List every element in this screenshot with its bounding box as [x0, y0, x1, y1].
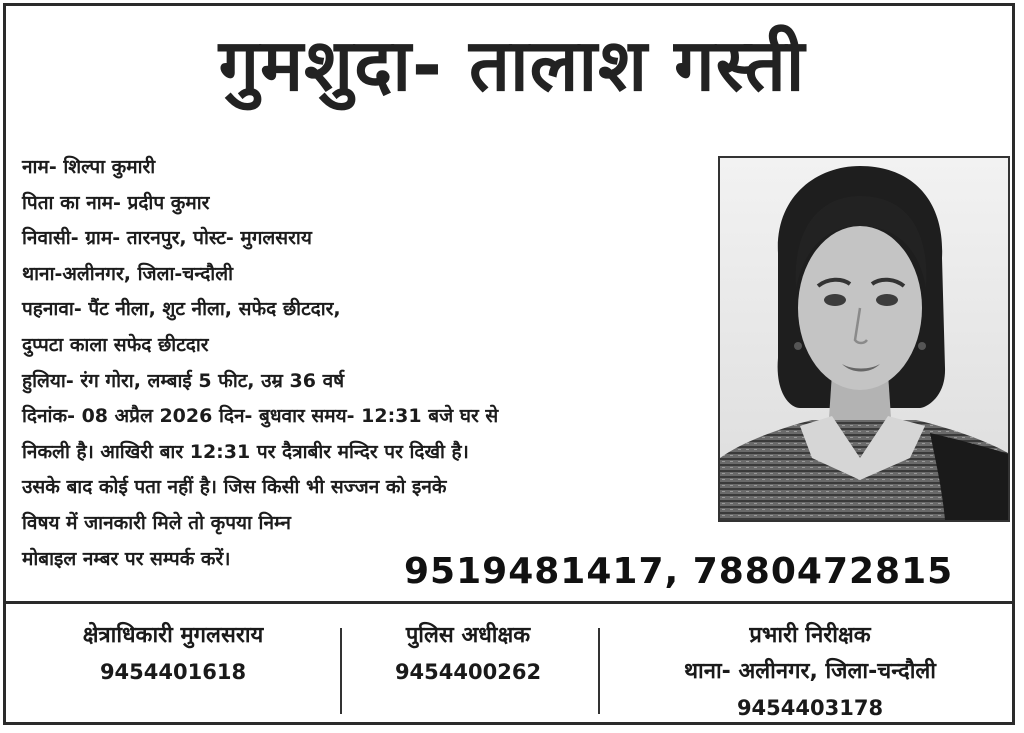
- footer-sp-title: पुलिस अधीक्षक: [405, 623, 531, 648]
- detail-contact-prompt: मोबाइल नम्बर पर सम्पर्क करें।: [22, 547, 231, 570]
- footer-separator-2: [598, 628, 600, 714]
- footer-separator-1: [340, 628, 342, 714]
- portrait-image: [720, 158, 1008, 520]
- footer-co-title: क्षेत्राधिकारी मुगलसराय: [82, 623, 264, 648]
- footer-divider: [3, 601, 1015, 604]
- footer-sho-station: थाना- अलीनगर, जिला-चन्दौली: [683, 659, 937, 684]
- footer-contact-co: [28, 618, 318, 690]
- footer-contact-sp: [352, 618, 584, 690]
- detail-clothing-dupatta: दुप्पटा काला सफेद छीटदार: [22, 333, 209, 356]
- footer-co-number: 9454401618: [99, 660, 247, 684]
- footer-sho-number: 9454403178: [736, 696, 884, 720]
- detail-name: नाम- शिल्पा कुमारी: [22, 156, 156, 178]
- footer-sp-number: 9454400262: [394, 660, 542, 684]
- footer-sho-title: प्रभारी निरीक्षक: [749, 623, 871, 648]
- footer-contact-sho: [608, 618, 1012, 726]
- detail-father-name: पिता का नाम- प्रदीप कुमार: [22, 191, 210, 214]
- poster-headline: गुमशुदा- तालाश गस्ती: [218, 23, 806, 107]
- detail-last-seen: निकली है। आखिरी बार 12:31 पर दैत्राबीर मन्दिर पर दिखी है।: [22, 440, 469, 463]
- detail-appeal-cont: विषय में जानकारी मिले तो कृपया निम्न: [22, 511, 291, 534]
- missing-person-details: [22, 150, 712, 577]
- missing-person-photo: [718, 156, 1010, 522]
- detail-clothing: पहनावा- पैंट नीला, शुट नीला, सफेद छीटदार,: [22, 298, 341, 321]
- detail-residence: निवासी- ग्राम- तारनपुर, पोस्ट- मुगलसराय: [22, 227, 312, 250]
- contact-phone-numbers: 9519481417, 7880472815: [404, 551, 954, 592]
- detail-police-station: थाना-अलीनगर, जिला-चन्दौली: [22, 262, 234, 285]
- detail-date-time: दिनांक- 08 अप्रैल 2026 दिन- बुधवार समय- 12:31 बजे घर से: [22, 405, 499, 428]
- detail-appearance: हुलिया- रंग गोरा, लम्बाई 5 फीट, उम्र 36 वर्ष: [22, 369, 345, 392]
- detail-appeal: उसके बाद कोई पता नहीं है। जिस किसी भी सज्जन को इनके: [22, 476, 447, 499]
